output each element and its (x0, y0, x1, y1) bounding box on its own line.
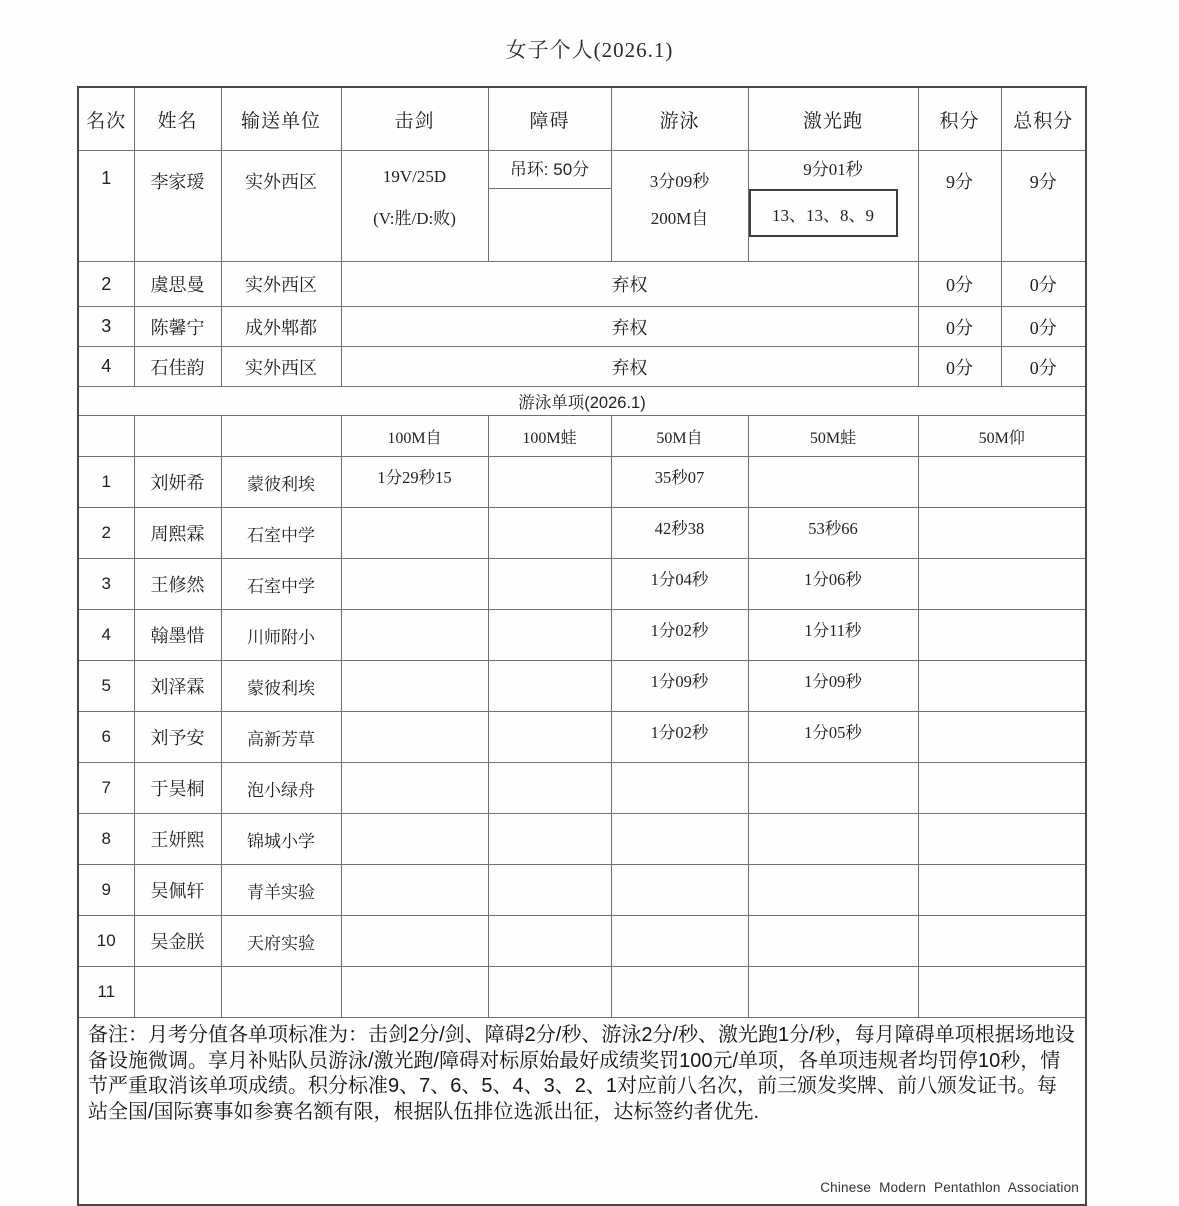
club-cell: 石室中学 (221, 508, 341, 559)
result-100m-breast (488, 916, 611, 967)
swim-section-title-row (78, 387, 1086, 416)
result-50m-back (918, 967, 1086, 1018)
name-cell: 陈馨宁 (134, 307, 221, 347)
header-row (78, 87, 1086, 151)
table-row-athlete-3 (78, 307, 1086, 347)
col-header-points: 积分 (918, 87, 1001, 151)
name-cell: 刘妍希 (134, 457, 221, 508)
col-header-50m-breast: 50M蛙 (748, 416, 918, 457)
result-50m-breast (748, 865, 918, 916)
name-cell: 吴金朕 (134, 916, 221, 967)
result-50m-back (918, 712, 1086, 763)
name-cell: 王修然 (134, 559, 221, 610)
result-50m-back (918, 865, 1086, 916)
result-100m-breast (488, 712, 611, 763)
swim-row-6 (78, 712, 1086, 763)
rank-cell: 7 (78, 763, 134, 814)
result-50m-free: 1分04秒 (611, 559, 748, 610)
name-cell: 翰墨惜 (134, 610, 221, 661)
table-row-athlete-4 (78, 347, 1086, 387)
name-cell: 周熙霖 (134, 508, 221, 559)
name-cell: 李家瑷 (134, 151, 221, 262)
result-50m-breast (748, 967, 918, 1018)
notes-row (78, 1018, 1086, 1206)
name-cell: 石佳韵 (134, 347, 221, 387)
result-50m-free: 1分02秒 (611, 610, 748, 661)
name-cell: 吴佩轩 (134, 865, 221, 916)
laser-time: 9分01秒 (803, 160, 863, 179)
name-cell: 于昊桐 (134, 763, 221, 814)
col-header-name: 姓名 (134, 87, 221, 151)
rank-cell: 6 (78, 712, 134, 763)
result-50m-back (918, 508, 1086, 559)
result-50m-breast: 1分05秒 (748, 712, 918, 763)
swim-event: 200M自 (650, 209, 709, 228)
swim-row-1 (78, 457, 1086, 508)
col-header-fencing: 击剑 (341, 87, 488, 151)
result-100m-breast (488, 967, 611, 1018)
points-cell: 9分 (918, 151, 1001, 262)
rank-cell: 9 (78, 865, 134, 916)
result-50m-free (611, 814, 748, 865)
swim-section-title: 游泳单项(2026.1) (78, 387, 1086, 416)
forfeit-cell: 弃权 (341, 262, 918, 307)
result-50m-back (918, 661, 1086, 712)
rank-cell: 8 (78, 814, 134, 865)
result-50m-breast (748, 457, 918, 508)
obstacle-result: 吊环: 50分 (489, 151, 611, 189)
empty-cell (78, 416, 134, 457)
club-cell: 泡小绿舟 (221, 763, 341, 814)
result-50m-breast: 1分11秒 (748, 610, 918, 661)
club-cell: 实外西区 (221, 347, 341, 387)
rank-cell: 4 (78, 347, 134, 387)
rank-cell: 3 (78, 307, 134, 347)
empty-cell (221, 416, 341, 457)
name-cell: 王妍熙 (134, 814, 221, 865)
rank-cell: 10 (78, 916, 134, 967)
result-50m-free: 42秒38 (611, 508, 748, 559)
result-50m-back (918, 763, 1086, 814)
result-100m-free (341, 661, 488, 712)
result-50m-free: 1分09秒 (611, 661, 748, 712)
result-100m-free (341, 814, 488, 865)
result-50m-breast: 1分09秒 (748, 661, 918, 712)
swim-row-10 (78, 916, 1086, 967)
col-header-obstacle: 障碍 (488, 87, 611, 151)
result-50m-free (611, 967, 748, 1018)
result-100m-free (341, 712, 488, 763)
fencing-cell (341, 151, 488, 262)
result-100m-free: 1分29秒15 (341, 457, 488, 508)
total-points-cell: 0分 (1001, 347, 1086, 387)
total-points-cell: 9分 (1001, 151, 1086, 262)
laser-splits: 13、13、8、9 (749, 189, 898, 237)
club-cell: 青羊实验 (221, 865, 341, 916)
laser-run-cell (748, 151, 918, 262)
notes-cell (78, 1018, 1086, 1206)
points-cell: 0分 (918, 347, 1001, 387)
result-50m-back (918, 610, 1086, 661)
result-50m-back (918, 457, 1086, 508)
page-title: 女子个人(2026.1) (505, 38, 674, 62)
club-cell: 实外西区 (221, 151, 341, 262)
col-header-100m-free: 100M自 (341, 416, 488, 457)
total-points-cell: 0分 (1001, 262, 1086, 307)
result-100m-breast (488, 559, 611, 610)
fencing-note: (V:胜/D:败) (373, 209, 456, 228)
rank-cell: 1 (78, 457, 134, 508)
club-cell: 成外郫都 (221, 307, 341, 347)
club-cell: 蒙彼利埃 (221, 457, 341, 508)
name-cell: 刘予安 (134, 712, 221, 763)
swim-time: 3分09秒 (649, 172, 710, 191)
club-cell: 实外西区 (221, 262, 341, 307)
result-100m-breast (488, 814, 611, 865)
club-cell: 蒙彼利埃 (221, 661, 341, 712)
association-signature: Chinese Modern Pentathlon Association (820, 1180, 1079, 1195)
club-cell (221, 967, 341, 1018)
col-header-club: 输送单位 (221, 87, 341, 151)
swimming-cell (611, 151, 748, 262)
result-100m-breast (488, 457, 611, 508)
result-50m-back (918, 559, 1086, 610)
result-50m-free (611, 865, 748, 916)
club-cell: 锦城小学 (221, 814, 341, 865)
result-100m-free (341, 610, 488, 661)
total-points-cell: 0分 (1001, 307, 1086, 347)
col-header-50m-back: 50M仰 (918, 416, 1086, 457)
name-cell: 刘泽霖 (134, 661, 221, 712)
result-50m-breast (748, 814, 918, 865)
empty-cell (134, 416, 221, 457)
result-100m-breast (488, 763, 611, 814)
fencing-score: 19V/25D (382, 167, 447, 186)
table-row-athlete-2 (78, 262, 1086, 307)
points-cell: 0分 (918, 262, 1001, 307)
rank-cell: 3 (78, 559, 134, 610)
swim-row-3 (78, 559, 1086, 610)
result-100m-breast (488, 508, 611, 559)
swim-row-4 (78, 610, 1086, 661)
swim-row-7 (78, 763, 1086, 814)
forfeit-cell: 弃权 (341, 307, 918, 347)
result-50m-breast: 53秒66 (748, 508, 918, 559)
result-100m-free (341, 916, 488, 967)
result-50m-free (611, 763, 748, 814)
result-50m-breast (748, 916, 918, 967)
club-cell: 石室中学 (221, 559, 341, 610)
obstacle-cell (488, 151, 611, 262)
result-50m-back (918, 916, 1086, 967)
result-100m-breast (488, 610, 611, 661)
swim-row-8 (78, 814, 1086, 865)
result-50m-breast (748, 763, 918, 814)
rank-cell: 5 (78, 661, 134, 712)
rank-cell: 11 (78, 967, 134, 1018)
club-cell: 高新芳草 (221, 712, 341, 763)
rank-cell: 2 (78, 262, 134, 307)
col-header-total-points: 总积分 (1001, 87, 1086, 151)
col-header-laser-run: 激光跑 (748, 87, 918, 151)
result-50m-free: 35秒07 (611, 457, 748, 508)
club-cell: 川师附小 (221, 610, 341, 661)
swim-row-2 (78, 508, 1086, 559)
result-100m-free (341, 508, 488, 559)
result-50m-breast: 1分06秒 (748, 559, 918, 610)
swim-header-row (78, 416, 1086, 457)
club-cell: 天府实验 (221, 916, 341, 967)
result-100m-free (341, 763, 488, 814)
swim-row-5 (78, 661, 1086, 712)
col-header-50m-free: 50M自 (611, 416, 748, 457)
col-header-rank: 名次 (78, 87, 134, 151)
result-50m-free (611, 916, 748, 967)
result-50m-free: 1分02秒 (611, 712, 748, 763)
swim-row-11 (78, 967, 1086, 1018)
result-100m-free (341, 865, 488, 916)
result-100m-free (341, 967, 488, 1018)
swim-row-9 (78, 865, 1086, 916)
result-100m-free (341, 559, 488, 610)
col-header-swimming: 游泳 (611, 87, 748, 151)
result-100m-breast (488, 865, 611, 916)
result-50m-back (918, 814, 1086, 865)
points-cell: 0分 (918, 307, 1001, 347)
score-table (77, 86, 1087, 1206)
name-cell: 虞思曼 (134, 262, 221, 307)
table-row-athlete-1 (78, 151, 1086, 262)
name-cell (134, 967, 221, 1018)
result-100m-breast (488, 661, 611, 712)
rank-cell: 1 (78, 151, 134, 262)
rank-cell: 4 (78, 610, 134, 661)
col-header-100m-breast: 100M蛙 (488, 416, 611, 457)
notes-text: 备注：月考分值各单项标准为：击剑2分/剑、障碍2分/秒、游泳2分/秒、激光跑1分/秒，每月障碍单项根据场地设备设施微调。享月补贴队员游泳/激光跑/障碍对标原始最好成绩奖罚100元/单项，各单项违规者均罚停10秒，情节严重取消该单项成绩。积分标准9、7、6、5、4、3、2、1对应前八名次，前三颁发奖牌、前八颁发证书。每站全国/国际赛事如参赛名额有限，根据队伍排位选派出征，达标签约者优先. (88, 1024, 1075, 1123)
forfeit-cell: 弃权 (341, 347, 918, 387)
rank-cell: 2 (78, 508, 134, 559)
